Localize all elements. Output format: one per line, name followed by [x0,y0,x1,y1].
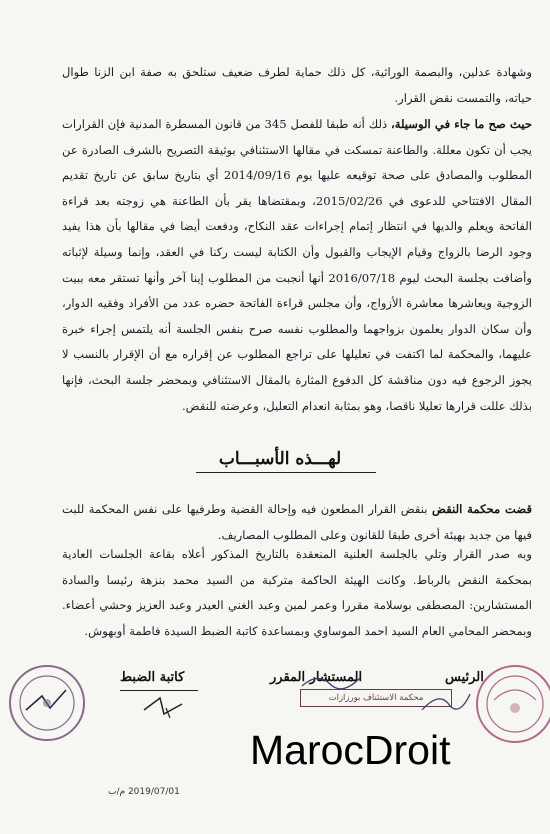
paragraph-text: وشهادة عدلين، والبصمة الوراثية، كل ذلك حماية لطرف ضعيف ستلحق به صفة ابن الزنا طوال حياته، والتمست نقض القرار. [62,65,532,105]
section-heading: لهـــذه الأسبـــاب [218,449,342,469]
signature-clerk-label: كاتبة الضبط [120,670,185,685]
watermark-text: MarocDroit [250,727,451,773]
signature-rapporteur-label: المستشار المقرر [270,670,363,685]
paragraph-text: ذلك أنه طبقا للفصل 345 من قانون المسطرة المدنية فإن القرارات يجب أن تكون معللة. والطاعنة تمسكت في مقالها الاستئنافي بوثيقة التصريح بالشرف الصادرة عن المطلوب والمصادق على صحة توقيعه عليها يوم 2014/09/16 أي بتاريخ سابق عن تاريخ تقديم المقال الافتتاحي للدعوى في 2015/02/26، وبمقتضاها يقر بأن الطاعنة هي زوجته بعد قراءة الفاتحة ويعلم والديها في انتظار إتمام إجراءات عقد النكاح، ودفعت أيضا في مقالها بأن هذا يفيد وجود الرضا بالزواج وقيام الإيجاب والقبول وأن الكتابة ليست ركنا في العقد، وإنما وسيلة لإثباته وأضافت بجلسة البحث ليوم 2016/07/18 أنها أنجبت من المطلوب إينا آخر وأنها تستقر معه ببيت الزوجية ويعاشرها معاشرة الأزواج، وأن مجلس قراءة الفاتحة حضره عدد من الأفراد وفقيه الدوار، وأن سكان الدوار يعلمون بزواجهما والمطلوب نفسه صرح بنفس الجلسة أنه يلتمس إجراء خبرة عليهما، والمحكمة لما اكتفت في تعليلها على تراجع المطلوب عن إقراره مع أن الإقرار بالنسب لا يجوز الرجوع فيه دون مناقشة كل الدفوع المثارة بالمقال الاستئنافي وبمحضر جلسة البحث، فإنها بذلك عللت قرارها تعليلا ناقصا، وهو بمثابة انعدام التعليل، وعرضته للنقض. [62,117,532,413]
paragraph-ruling [62,497,532,548]
clerk-signature-mark [140,690,190,720]
paragraph-text: بنقض القرار المطعون فيه وإحالة القضية وطرفيها على نفس المحكمة للبت فيها من جديد بهيئة أخرى طبقا للقانون وعلى المطلوب المصاريف. [62,502,532,542]
paragraph-text: وبه صدر القرار وتلي بالجلسة العلنية المنعقدة بالتاريخ المذكور أعلاه بقاعة الجلسات العادية بمحكمة النقض بالرباط. وكانت الهيئة الحاكمة متركبة من السيد محمد بنزهة رئيسا والسادة المستشارين: المصطفى بوسلامة مقررا وعمر لمين وعبد الغني العيدر وعبد العزيز وحشي أعضاء. وبمحضر المحامي العام السيد احمد الموساوي وبمساعدة كاتبة الضبط السيدة فاطمة أوبهوش. [62,547,532,638]
round-seal-left [6,662,88,744]
paragraph-petition-end [62,60,532,111]
footer-date: 2019/07/01 م/ب [108,787,180,797]
court-stamp-rectangular: محكمة الاستئناف بورزازات [300,689,452,707]
round-seal-right [470,660,550,748]
rapporteur-signature-mark [300,668,370,694]
paragraph-panel [62,542,532,644]
paragraph-lead: حيث صح ما جاء في الوسيلة، [391,117,533,131]
signature-president-label: الرئيس [445,670,484,685]
paragraph-reasoning [62,112,532,419]
president-signature-mark [420,688,472,716]
paragraph-lead: قضت محكمة النقض [432,502,533,516]
heading-underline [196,472,376,473]
